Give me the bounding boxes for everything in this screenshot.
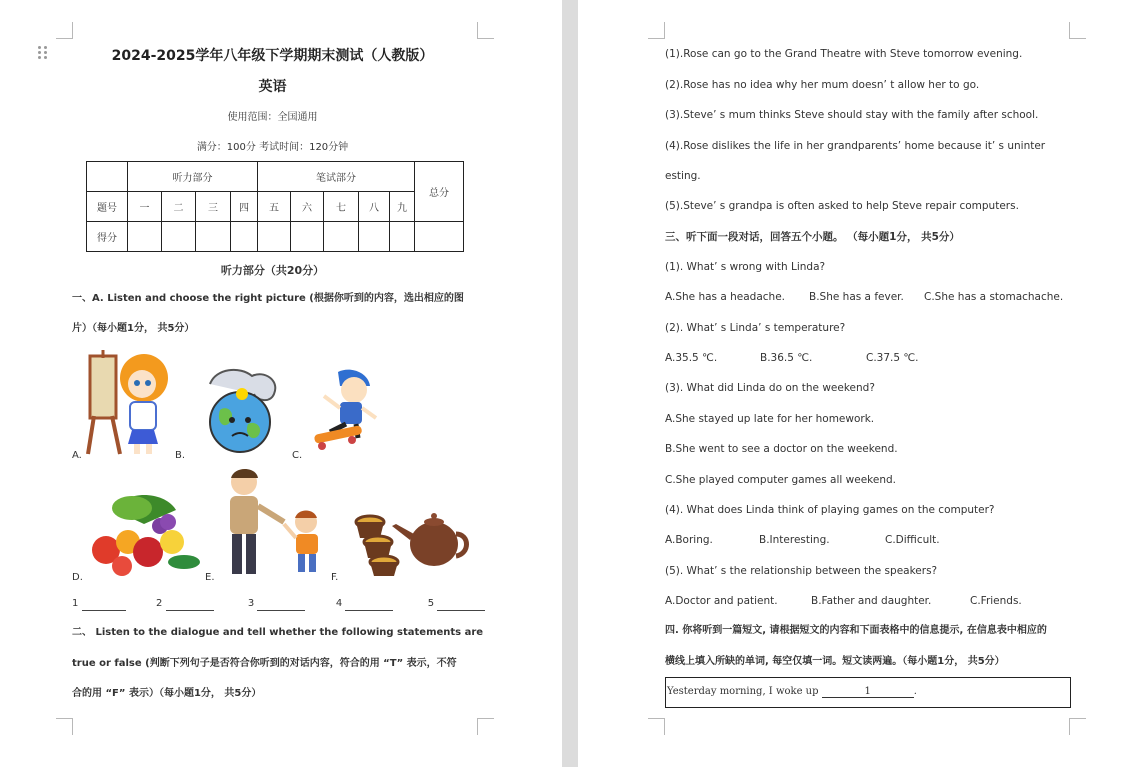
table-cell: 一 — [128, 192, 162, 222]
table-cell: 九 — [390, 192, 415, 222]
table-cell: 二 — [162, 192, 196, 222]
statement: (5).Steve’ s grandpa is often asked to help Steve repair computers. — [665, 200, 1019, 212]
option: B.36.5 ℃. — [760, 352, 813, 364]
table-cell[interactable] — [231, 222, 258, 252]
picture-label-a: A. — [72, 450, 82, 461]
info-text: Yesterday morning, I woke up — [667, 686, 819, 697]
option: A.Doctor and patient. — [665, 595, 778, 607]
option: C.Friends. — [970, 595, 1022, 607]
margin-mark — [648, 718, 665, 735]
table-row-label: 题号 — [87, 192, 128, 222]
boy-skateboard-icon — [310, 366, 384, 456]
q2-line2: true or false (判断下列句子是否符合你听到的对话内容，符合的用 “T” 表示，不符 — [72, 658, 457, 669]
option: B.She went to see a doctor on the weekend. — [665, 443, 898, 455]
margin-mark — [1069, 718, 1086, 735]
doc-meta: 满分：100分 考试时间：120分钟 — [196, 142, 349, 153]
statement: (4).Rose dislikes the life in her grandparents’ home because it’ s uninter — [665, 140, 1046, 152]
margin-mark — [56, 718, 73, 735]
doc-scope: 使用范围：全国通用 — [227, 112, 318, 123]
doc-title: 2024-2025学年八年级下学期期末测试（人教版） — [111, 48, 434, 64]
q3-title: 三、听下面一段对话，回答五个小题。 （每小题1分， 共5分） — [665, 231, 960, 243]
statement: (2).Rose has no idea why her mum doesn’ t allow her to go. — [665, 79, 980, 91]
table-header: 笔试部分 — [258, 162, 415, 192]
document-page-2 — [578, 0, 1140, 767]
table-cell: 七 — [324, 192, 359, 222]
score-table — [86, 161, 464, 252]
question: (1). What’ s wrong with Linda? — [665, 261, 826, 273]
option: A.She has a headache. — [665, 291, 785, 303]
blank-label: 5 — [427, 598, 435, 609]
statement: (1).Rose can go to the Grand Theatre with Steve tomorrow evening. — [665, 48, 1023, 60]
margin-mark — [1069, 22, 1086, 39]
info-table — [665, 677, 1071, 708]
blank-label: 3 — [247, 598, 255, 609]
teapot-cups-icon — [348, 504, 470, 578]
table-cell[interactable] — [196, 222, 231, 252]
option: C.Difficult. — [885, 534, 940, 546]
option: C.37.5 ℃. — [866, 352, 919, 364]
drag-handle-icon[interactable] — [36, 45, 50, 61]
doc-subject: 英语 — [258, 79, 287, 95]
option: B.Father and daughter. — [811, 595, 932, 607]
listening-title: 听力部分（共20分） — [220, 264, 325, 277]
statement: (3).Steve’ s mum thinks Steve should stay with the family after school. — [665, 109, 1039, 121]
margin-mark — [648, 22, 665, 39]
answer-blank[interactable] — [82, 600, 126, 611]
table-cell[interactable] — [128, 222, 162, 252]
picture-label-c: C. — [292, 450, 303, 461]
document-page-1 — [0, 0, 562, 767]
table-row-label: 得分 — [87, 222, 128, 252]
blank-label: 2 — [155, 598, 163, 609]
picture-label-b: B. — [175, 450, 186, 461]
picture-label-f: F. — [331, 572, 339, 583]
question: (5). What’ s the relationship between the speakers? — [665, 565, 938, 577]
table-cell: 三 — [196, 192, 231, 222]
picture-label-e: E. — [205, 572, 215, 583]
answer-blank[interactable] — [345, 600, 393, 611]
table-cell: 五 — [258, 192, 291, 222]
table-cell[interactable] — [415, 222, 464, 252]
q4-line1: 四. 你将听到一篇短文, 请根据短文的内容和下面表格中的信息提示, 在信息表中相应的 — [665, 625, 1047, 636]
option: A.Boring. — [665, 534, 713, 546]
girl-painting-icon — [84, 346, 174, 458]
answer-blank[interactable] — [437, 600, 485, 611]
table-cell: 六 — [291, 192, 324, 222]
option: C.She has a stomachache. — [924, 291, 1064, 303]
q1-line2: 片）（每小题1分， 共5分） — [72, 323, 195, 334]
table-header: 听力部分 — [128, 162, 258, 192]
info-text-end: . — [913, 686, 917, 697]
margin-mark — [56, 22, 73, 39]
margin-mark — [477, 22, 494, 39]
option: C.She played computer games all weekend. — [665, 474, 896, 486]
fruit-vegetables-icon — [84, 490, 204, 578]
option: A.35.5 ℃. — [665, 352, 718, 364]
question: (3). What did Linda do on the weekend? — [665, 382, 875, 394]
option: B.She has a fever. — [809, 291, 904, 303]
table-cell[interactable] — [390, 222, 415, 252]
table-cell[interactable] — [359, 222, 390, 252]
page-gap — [562, 0, 578, 767]
option: B.Interesting. — [759, 534, 830, 546]
table-cell[interactable] — [258, 222, 291, 252]
table-header: 总分 — [415, 162, 464, 222]
option: A.She stayed up late for her homework. — [665, 413, 875, 425]
q1-line1: 一、A. Listen and choose the right picture (根据你听到的内容，选出相应的图 — [72, 293, 464, 304]
q2-line3: 合的用 “F” 表示）（每小题1分， 共5分） — [72, 688, 262, 699]
sick-earth-icon — [196, 364, 284, 458]
q2-line1: 二、 Listen to the dialogue and tell whether the following statements are — [72, 627, 484, 638]
answer-blank[interactable] — [257, 600, 305, 611]
blank-label: 4 — [335, 598, 343, 609]
answer-blank[interactable] — [166, 600, 214, 611]
picture-label-d: D. — [72, 572, 83, 583]
father-son-icon — [218, 466, 328, 578]
answer-blanks-row — [72, 597, 485, 611]
question: (4). What does Linda think of playing games on the computer? — [665, 504, 995, 516]
table-cell[interactable] — [324, 222, 359, 252]
q4-line2: 横线上填入所缺的单词, 每空仅填一词。短文读两遍。（每小题1分， 共5分） — [665, 656, 1005, 667]
question: (2). What’ s Linda’ s temperature? — [665, 322, 846, 334]
blank-label: 1 — [72, 598, 79, 609]
statement: esting. — [665, 170, 701, 182]
table-cell: 四 — [231, 192, 258, 222]
margin-mark — [477, 718, 494, 735]
table-cell[interactable] — [162, 222, 196, 252]
table-cell[interactable] — [291, 222, 324, 252]
answer-blank[interactable]: 1 — [822, 686, 914, 698]
table-cell: 八 — [359, 192, 390, 222]
